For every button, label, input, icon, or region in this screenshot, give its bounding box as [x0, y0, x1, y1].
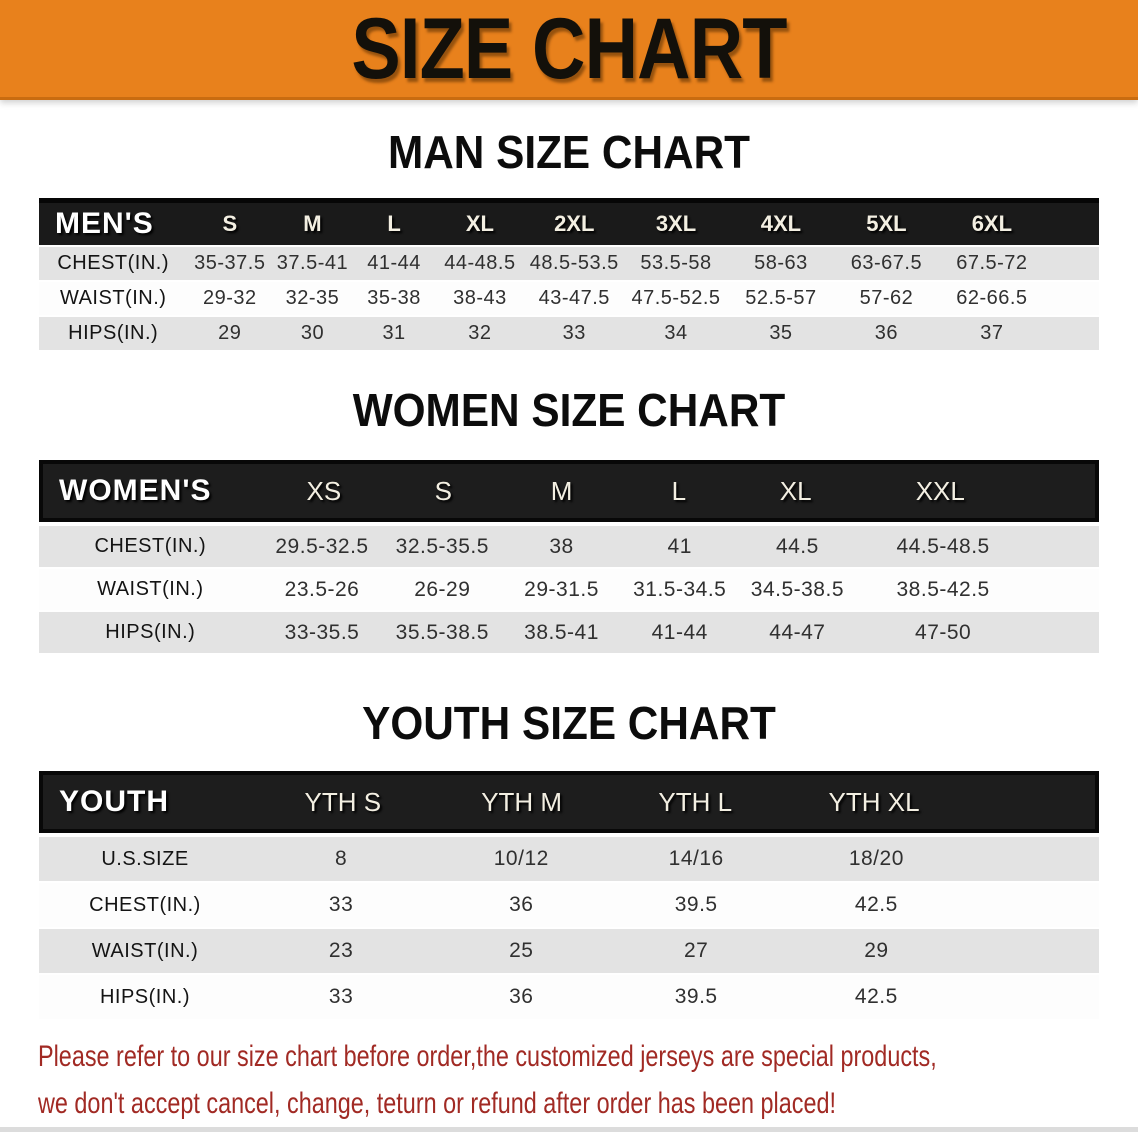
table-row [39, 929, 1099, 973]
man-table-body [39, 247, 1099, 350]
row-label: CHEST(IN.) [94, 535, 207, 557]
cell-value: 14/16 [668, 847, 724, 870]
cell-value: 41-44 [651, 620, 708, 644]
cell-value: 31.5-34.5 [633, 577, 727, 601]
cell-value: 38.5-41 [524, 620, 599, 644]
table-row [39, 526, 1099, 567]
table-group-label: WOMEN'S [59, 474, 212, 507]
cell-value: 29 [864, 939, 889, 962]
cell-value: 36 [509, 985, 534, 1008]
column-header: 6XL [971, 211, 1013, 236]
cell-value: 36 [509, 893, 534, 916]
cell-value: 41-44 [367, 252, 421, 274]
youth-size-section [0, 699, 1138, 1019]
youth-table-body [39, 837, 1099, 1019]
column-header: M [550, 475, 573, 506]
cell-value: 26-29 [414, 577, 471, 601]
man-table-header [39, 198, 1099, 245]
table-row [39, 569, 1099, 610]
row-label: HIPS(IN.) [105, 621, 196, 643]
cell-value: 8 [335, 847, 348, 870]
table-group-label: YOUTH [59, 785, 169, 818]
cell-value: 31 [382, 322, 406, 344]
column-header: S [434, 475, 452, 506]
table-row [39, 247, 1099, 280]
cell-value: 43-47.5 [538, 287, 610, 309]
man-size-table [39, 198, 1099, 350]
table-row [39, 612, 1099, 653]
cell-value: 42.5 [854, 985, 898, 1008]
disclaimer [38, 1033, 1138, 1127]
cell-value: 35-38 [367, 287, 421, 309]
cell-value: 53.5-58 [640, 252, 712, 274]
cell-value: 35 [769, 322, 793, 344]
section-title-youth: YOUTH SIZE CHART [362, 697, 776, 749]
cell-value: 33-35.5 [284, 620, 360, 644]
column-header: 3XL [655, 211, 697, 236]
cell-value: 63-67.5 [850, 252, 923, 274]
youth-table-header [39, 771, 1099, 833]
column-header: XS [306, 475, 342, 506]
column-header: YTH L [658, 786, 733, 817]
column-header: XL [465, 211, 494, 236]
column-header: 2XL [554, 211, 595, 236]
row-label: HIPS(IN.) [68, 322, 159, 344]
disclaimer-line-2: we don't accept cancel, change, teturn or refund after order has been placed! [38, 1087, 836, 1120]
cell-value: 29-32 [202, 287, 257, 309]
cell-value: 47.5-52.5 [631, 287, 721, 309]
column-header: L [671, 475, 687, 506]
women-table-body [39, 526, 1099, 653]
cell-value: 39.5 [674, 893, 718, 916]
table-row [39, 883, 1099, 927]
table-row [39, 837, 1099, 881]
row-label: WAIST(IN.) [91, 939, 199, 962]
cell-value: 57-62 [859, 287, 914, 309]
cell-value: 44-47 [769, 620, 826, 644]
cell-value: 38.5-42.5 [896, 577, 990, 601]
cell-value: 32.5-35.5 [395, 534, 489, 558]
women-size-section [0, 386, 1138, 653]
cell-value: 23 [328, 939, 354, 962]
cell-value: 48.5-53.5 [529, 252, 619, 274]
cell-value: 44-48.5 [444, 252, 516, 274]
column-header: XL [779, 475, 812, 506]
table-group-label: MEN'S [55, 207, 154, 240]
cell-value: 33 [562, 322, 586, 344]
cell-value: 62-66.5 [956, 287, 1028, 309]
cell-value: 38-43 [453, 287, 507, 309]
column-header: YTH XL [828, 786, 920, 817]
cell-value: 25 [509, 939, 534, 962]
cell-value: 23.5-26 [284, 577, 360, 601]
column-header: M [303, 211, 322, 236]
table-row [39, 282, 1099, 315]
cell-value: 36 [874, 322, 899, 344]
cell-value: 58-63 [754, 252, 808, 274]
women-size-table [39, 460, 1099, 653]
cell-value: 39.5 [674, 985, 718, 1008]
column-header: YTH M [481, 786, 563, 817]
cell-value: 37.5-41 [276, 252, 349, 274]
column-header: L [387, 211, 401, 236]
cell-value: 42.5 [854, 893, 898, 916]
row-label: CHEST(IN.) [89, 893, 201, 916]
table-row [39, 975, 1099, 1019]
cell-value: 29.5-32.5 [275, 534, 369, 558]
row-label: U.S.SIZE [101, 847, 189, 870]
cell-value: 32-35 [285, 287, 340, 309]
cell-value: 41 [667, 534, 692, 558]
cell-value: 44.5-48.5 [896, 534, 990, 558]
cell-value: 35-37.5 [194, 252, 266, 274]
row-label: WAIST(IN.) [97, 578, 204, 600]
cell-value: 47-50 [915, 620, 972, 644]
column-header: S [222, 211, 238, 236]
banner-title: SIZE CHART [351, 0, 787, 97]
cell-value: 37 [980, 322, 1004, 344]
cell-value: 29-31.5 [524, 577, 599, 601]
cell-value: 29 [218, 322, 242, 344]
cell-value: 27 [683, 939, 709, 962]
section-title-man: MAN SIZE CHART [387, 126, 751, 178]
cell-value: 67.5-72 [956, 252, 1028, 274]
cell-value: 38 [549, 534, 574, 558]
cell-value: 44.5 [775, 534, 819, 558]
disclaimer-line-1: Please refer to our size chart before order,the customized jerseys are special products, [38, 1040, 937, 1073]
cell-value: 52.5-57 [745, 287, 817, 309]
cell-value: 33 [328, 893, 354, 916]
row-label: HIPS(IN.) [99, 985, 191, 1008]
table-row [39, 317, 1099, 350]
cell-value: 32 [468, 322, 492, 344]
cell-value: 18/20 [848, 847, 904, 870]
cell-value: 35.5-38.5 [395, 620, 489, 644]
women-table-header [39, 460, 1099, 522]
cell-value: 34.5-38.5 [750, 577, 845, 601]
cell-value: 30 [300, 322, 325, 344]
column-header: 4XL [760, 211, 802, 236]
cell-value: 33 [328, 985, 354, 1008]
youth-size-table [39, 771, 1099, 1019]
row-label: CHEST(IN.) [57, 252, 170, 274]
banner [0, 0, 1138, 100]
column-header: 5XL [866, 211, 907, 236]
column-header: XXL [915, 475, 965, 506]
bottom-edge-strip [0, 1127, 1138, 1132]
row-label: WAIST(IN.) [59, 287, 167, 309]
man-size-section [0, 128, 1138, 350]
cell-value: 34 [664, 322, 688, 344]
cell-value: 10/12 [493, 847, 549, 870]
section-title-women: WOMEN SIZE CHART [352, 384, 786, 436]
column-header: YTH S [304, 786, 382, 817]
